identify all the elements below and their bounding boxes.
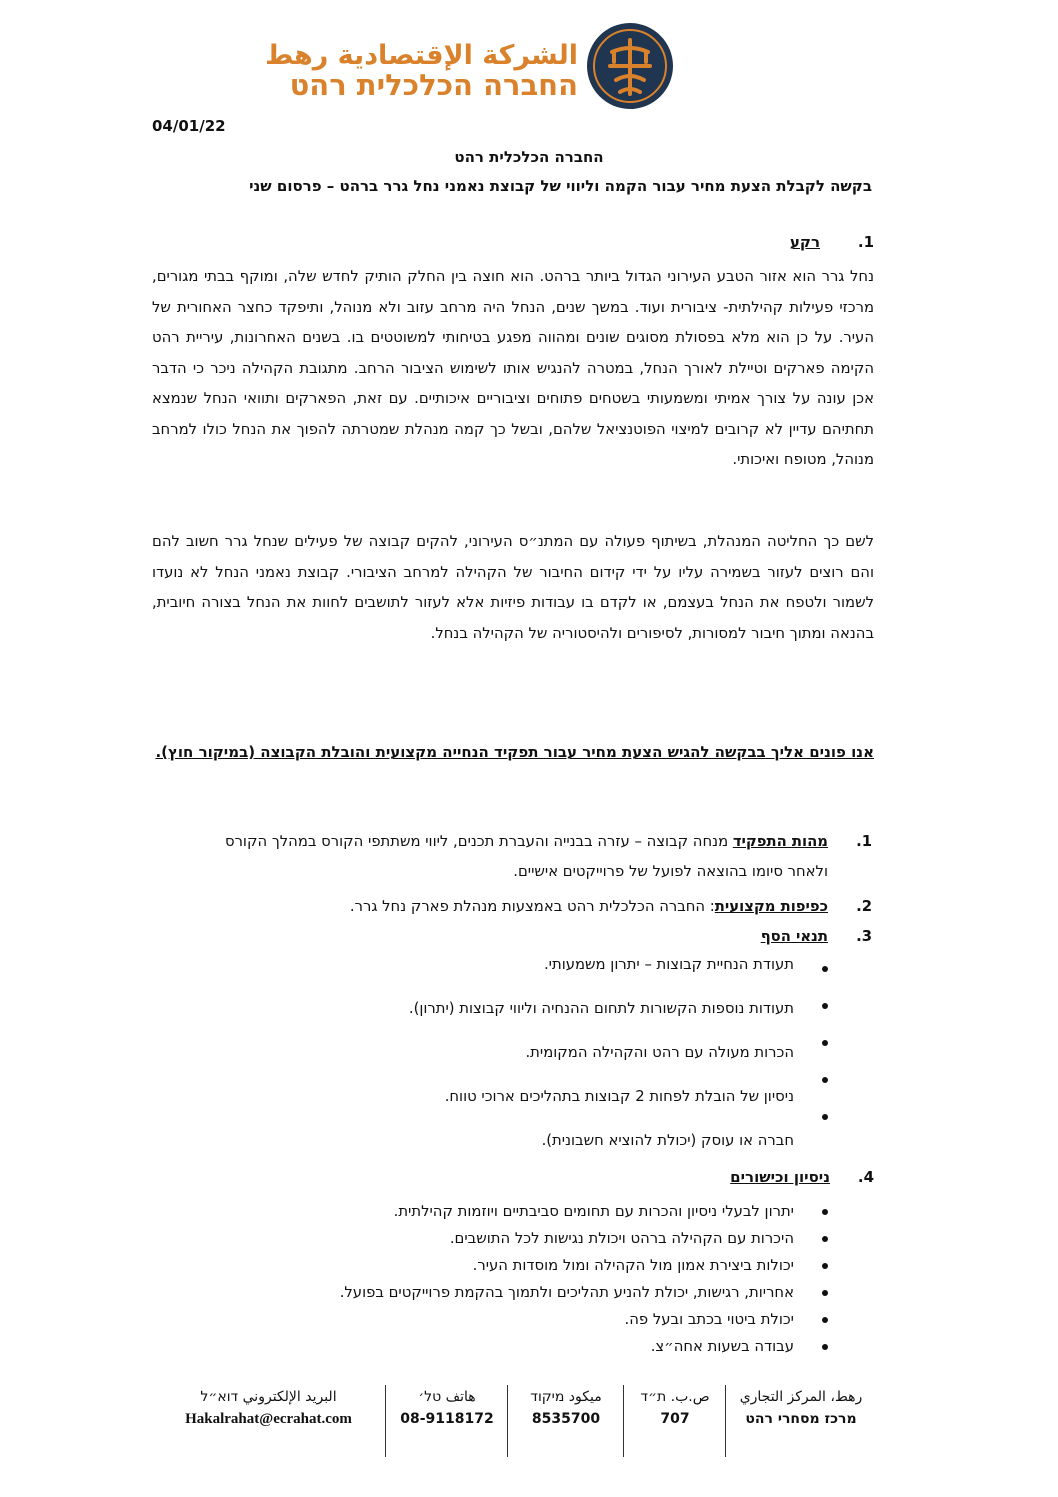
footer-divider xyxy=(725,1385,726,1457)
document-title: החברה הכלכלית רהט xyxy=(454,148,604,166)
footer-email xyxy=(152,1389,385,1457)
list-item: אחריות, רגישות, יכולת להניע תהליכים ולתמוך בהקמת פרוייקטים בפועל. xyxy=(340,1279,794,1306)
logo-text-arabic: الشركة الإقتصادية رهط xyxy=(265,40,578,71)
list-item: עבודה בשעות אחה״צ. xyxy=(340,1333,794,1360)
background-paragraph-1: נחל גרר הוא אזור הטבע העירוני הגדול ביותר ברהט. הוא חוצה בין החלק הותיק לחדש שלה, ומוקף בבתי מגורים, מרכזי פעילות קהילתית- ציבורית ועוד. במשך שנים, הנחל היה מרחב עזוב ולא מנוהל, ותיפקד כחצר האחורית של העיר. על כן הוא מלא בפסולת מסוגים שונים ומהווה מפגע בטיחותי למשוטטים בו. בשנים האחרונות, עיריית רהט הקימה פארקים וטיילת לאורך הנחל, במטרה להנגיש אותו לשימוש הציבור הרחב. מתגובת הקהילה ניכר כי הדבר אכן עונה על צורך אמיתי ומשמעותי בשטחים פתוחים וציבוריים איכותיים. עם זאת, הפארקים ותוואי הנחל שנמצא תחתיהם עדיין לא קרובים למיצוי הפוטנציאל שלהם, ובשל כך קמה מנהלת שמטרתה להפוך את הנחל כולו למרחב מנוהל, מטופח ואיכותי. xyxy=(152,268,874,468)
list-item: יתרון לבעלי ניסיון והכרות עם תחומים סביבתיים ויוזמות קהילתית. xyxy=(340,1198,794,1225)
footer-address-value: מרכז מסחרי רהט xyxy=(745,1411,857,1427)
item-key: מהות התפקיד xyxy=(732,833,828,850)
item-text: : החברה הכלכלית רהט באמצעות מנהלת פארק נחל גרר. xyxy=(349,898,715,915)
bullet-icon xyxy=(822,1344,828,1350)
footer-email-label: البريد الإلكتروني דוא״ל xyxy=(200,1389,337,1405)
company-logo xyxy=(586,22,674,110)
list-item: יכולת ביטוי בכתב ובעל פה. xyxy=(340,1306,794,1333)
section-title: ניסיון וכישורים xyxy=(730,1168,830,1186)
bullet-icon xyxy=(822,966,828,972)
item-role xyxy=(180,827,872,887)
footer-zip-label: ميكود מיקוד xyxy=(530,1389,602,1405)
footer-zip xyxy=(509,1389,623,1457)
section-number: 1. xyxy=(857,233,874,251)
list-item: יכולות ביצירת אמון מול הקהילה ומול מוסדות העיר. xyxy=(340,1252,794,1279)
bullet-icon xyxy=(822,1114,828,1120)
section-1-heading xyxy=(790,233,874,251)
call-to-action: אנו פונים אליך בבקשה להגיש הצעת מחיר עבור תפקיד הנחייה מקצועית והובלת הקבוצה (במיקור חוץ). xyxy=(155,743,874,761)
footer-zip-value: 8535700 xyxy=(531,1411,601,1427)
bullet-icon xyxy=(822,1003,828,1009)
section-4-heading xyxy=(730,1168,874,1186)
footer-pobox-value: 707 xyxy=(660,1411,690,1427)
bullet-icon xyxy=(822,1317,828,1323)
item-reporting xyxy=(180,892,872,922)
section-number: 4. xyxy=(857,1168,874,1186)
footer-pobox-label: ص.ب. ת״ד xyxy=(640,1389,710,1405)
logo-text-hebrew: החברה הכלכלית רהט xyxy=(289,68,578,102)
list-item: תעודות נוספות הקשורות לתחום ההנחיה וליווי קבוצות (יתרון). xyxy=(409,987,794,1024)
bullet-icon xyxy=(822,1290,828,1296)
footer xyxy=(152,1383,876,1463)
item-threshold xyxy=(180,922,872,952)
item-number: 2. xyxy=(856,898,872,915)
item-key: כפיפות מקצועית xyxy=(714,898,828,915)
document-date: 04/01/22 xyxy=(152,117,226,135)
item-number: 1. xyxy=(856,833,872,850)
list-item: הכרות מעולה עם רהט והקהילה המקומית. xyxy=(409,1024,794,1061)
footer-address xyxy=(726,1389,876,1457)
experience-list xyxy=(340,1198,794,1360)
footer-phone-value: 08-9118172 xyxy=(400,1411,494,1427)
footer-pobox xyxy=(625,1389,725,1457)
footer-divider xyxy=(385,1385,386,1457)
document-subtitle: בקשה לקבלת הצעת מחיר עבור הקמה וליווי של קבוצת נאמני נחל גרר ברהט – פרסום שני xyxy=(249,177,872,195)
bullet-icon xyxy=(822,1209,828,1215)
list-item: היכרות עם הקהילה ברהט ויכולת נגישות לכל התושבים. xyxy=(340,1225,794,1252)
footer-divider xyxy=(507,1385,508,1457)
item-key: תנאי הסף xyxy=(760,928,828,945)
threshold-list xyxy=(408,950,794,1149)
list-item: חברה או עוסק (יכולת להוציא חשבונית). xyxy=(409,1098,794,1135)
bullet-icon xyxy=(822,1236,828,1242)
footer-email-value[interactable]: Hakalrahat@ecrahat.com xyxy=(185,1411,352,1427)
item-text: מנחה קבוצה – עזרה בבנייה והעברת תכנים, ליווי משתתפי הקורס במהלך הקורס ולאחר סיומו בהוצאה לפועל של פרוייקטים אישיים. xyxy=(224,833,828,880)
list-item: תעודת הנחיית קבוצות – יתרון משמעותי. xyxy=(409,950,794,987)
bullet-icon xyxy=(822,1077,828,1083)
item-number: 3. xyxy=(856,928,872,945)
list-item: ניסיון של הובלת לפחות 2 קבוצות בתהליכים ארוכי טווח. xyxy=(409,1061,794,1098)
footer-phone-label: هاتف טל׳ xyxy=(418,1389,476,1405)
background-paragraph-2: לשם כך החליטה המנהלת, בשיתוף פעולה עם המתנ״ס העירוני, להקים קבוצה של פעילים שנחל גרר חשוב להם והם רוצים לעזור בשמירה עליו על ידי קידום החיבור של הקהילה למרחב הציבורי. קבוצת נאמני הנחל לא נועדו לשמור ולטפח את הנחל בעצמם, או לקדם בו עבודות פיזיות אלא לעזור לתושבים לחוות את הנחל בצורה חיובית, בהנאה ומתוך חיבור למסורות, לסיפורים ולהיסטוריה של הקהילה בנחל. xyxy=(152,533,874,642)
section-title: רקע xyxy=(789,233,820,251)
bullet-icon xyxy=(822,1040,828,1046)
footer-phone xyxy=(387,1389,507,1457)
footer-divider xyxy=(623,1385,624,1457)
bullet-icon xyxy=(822,1263,828,1269)
footer-address-label: رهط، المركز التجاري xyxy=(739,1389,863,1405)
